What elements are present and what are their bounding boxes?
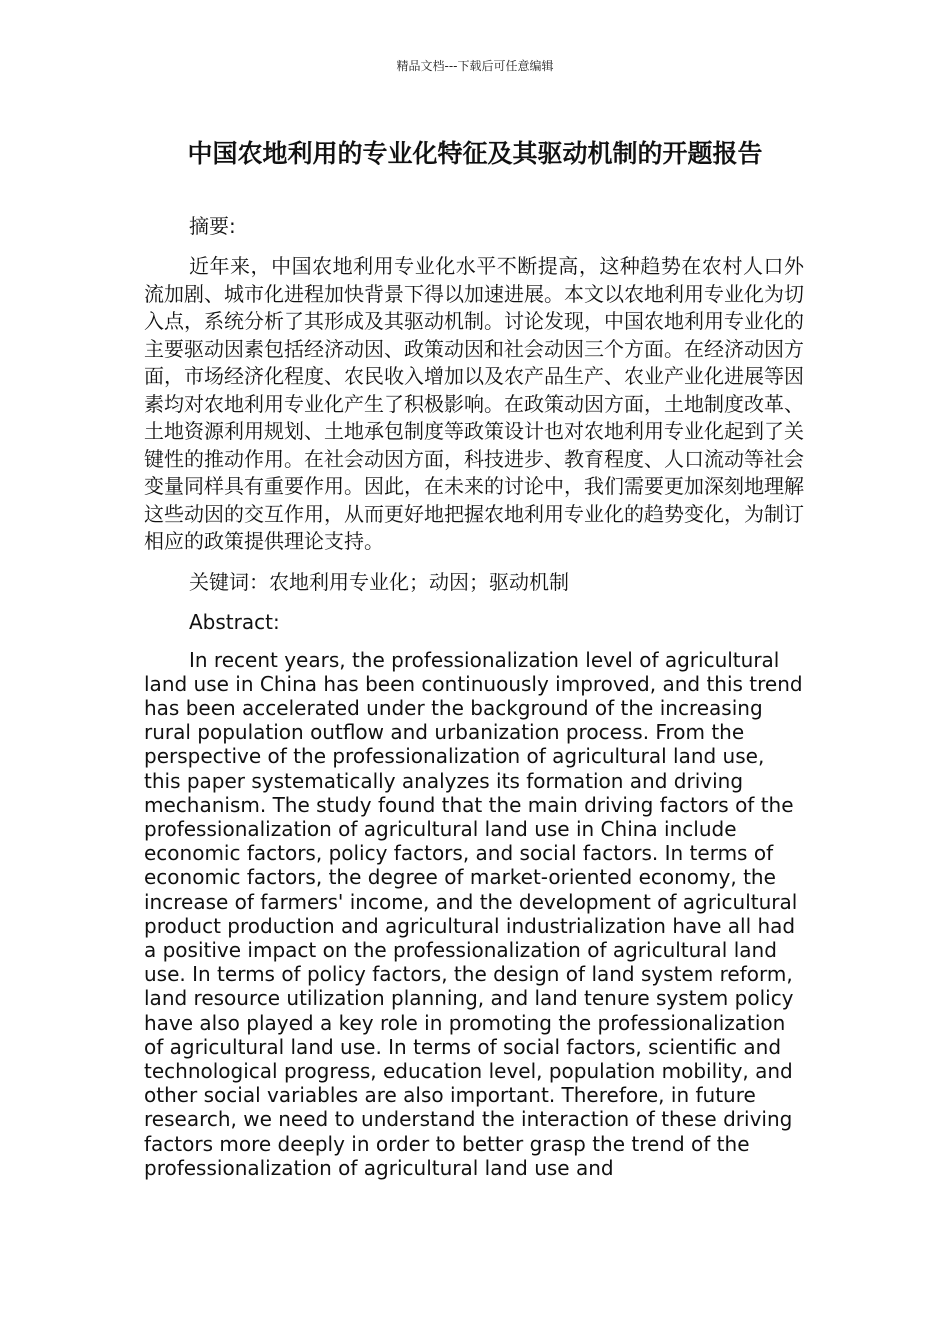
keywords-cn: 关键词：农地利用专业化；动因；驱动机制 xyxy=(189,569,569,594)
abstract-cn-paragraph: 近年来，中国农地利用专业化水平不断提高，这种趋势在农村人口外流加剧、城市化进程加快背景下得以加速进展。本文以农地利用专业化为切入点，系统分析了其形成及其驱动机制。讨论发现，中国农地利用专业化的主要驱动因素包括经济动因、政策动因和社会动因三个方面。在经济动因方面，市场经济化程度、农民收入增加以及农产品生产、农业产业化进展等因素均对农地利用专业化产生了积极影响。在政策动因方面，土地制度改革、土地资源利用规划、土地承包制度等政策设计也对农地利用专业化起到了关键性的推动作用。在社会动因方面，科技进步、教育程度、人口流动等社会变量同样具有重要作用。因此，在未来的讨论中，我们需要更加深刻地理解这些动因的交互作用，从而更好地把握农地利用专业化的趋势变化，为制订相应的政策提供理论支持。 xyxy=(144,254,804,553)
abstract-en-label: Abstract: xyxy=(189,609,280,634)
spacer xyxy=(144,596,804,608)
abstract-cn-label: 摘要: xyxy=(189,214,236,238)
document-body xyxy=(144,212,804,1180)
abstract-en-paragraph: In recent years, the professionalization level of agricultural land use in China has been continuously improved, and this trend has been accelerated under the background of the increasing rural population outflow and urbanization process. From the perspective of the professionalization of agricultural land use, this paper systematically analyzes its formation and driving mechanism. The study found that the main driving factors of the professionalization of agricultural land use in China include economic factors, policy factors, and social factors. In terms of economic factors, the degree of market-oriented economy, the increase of farmers' income, and the development of agricultural product production and agricultural industrialization have all had a positive impact on the professionalization of agricultural land use. In terms of policy factors, the design of land system reform, land resource utilization planning, and land tenure system policy have also played a key role in promoting the professionalization of agricultural land use. In terms of social factors, scientific and technological progress, education level, population mobility, and other social variables are also important. Therefore, in future research, we need to understand the interaction of these driving factors more deeply in order to better grasp the trend of the professionalization of agricultural land use and xyxy=(144,647,803,1180)
header-note: 精品文档---下载后可任意编辑 xyxy=(396,59,554,73)
spacer xyxy=(144,556,804,568)
spacer xyxy=(144,636,804,648)
document-title: 中国农地利用的专业化特征及其驱动机制的开题报告 xyxy=(187,139,763,168)
spacer xyxy=(144,240,804,253)
